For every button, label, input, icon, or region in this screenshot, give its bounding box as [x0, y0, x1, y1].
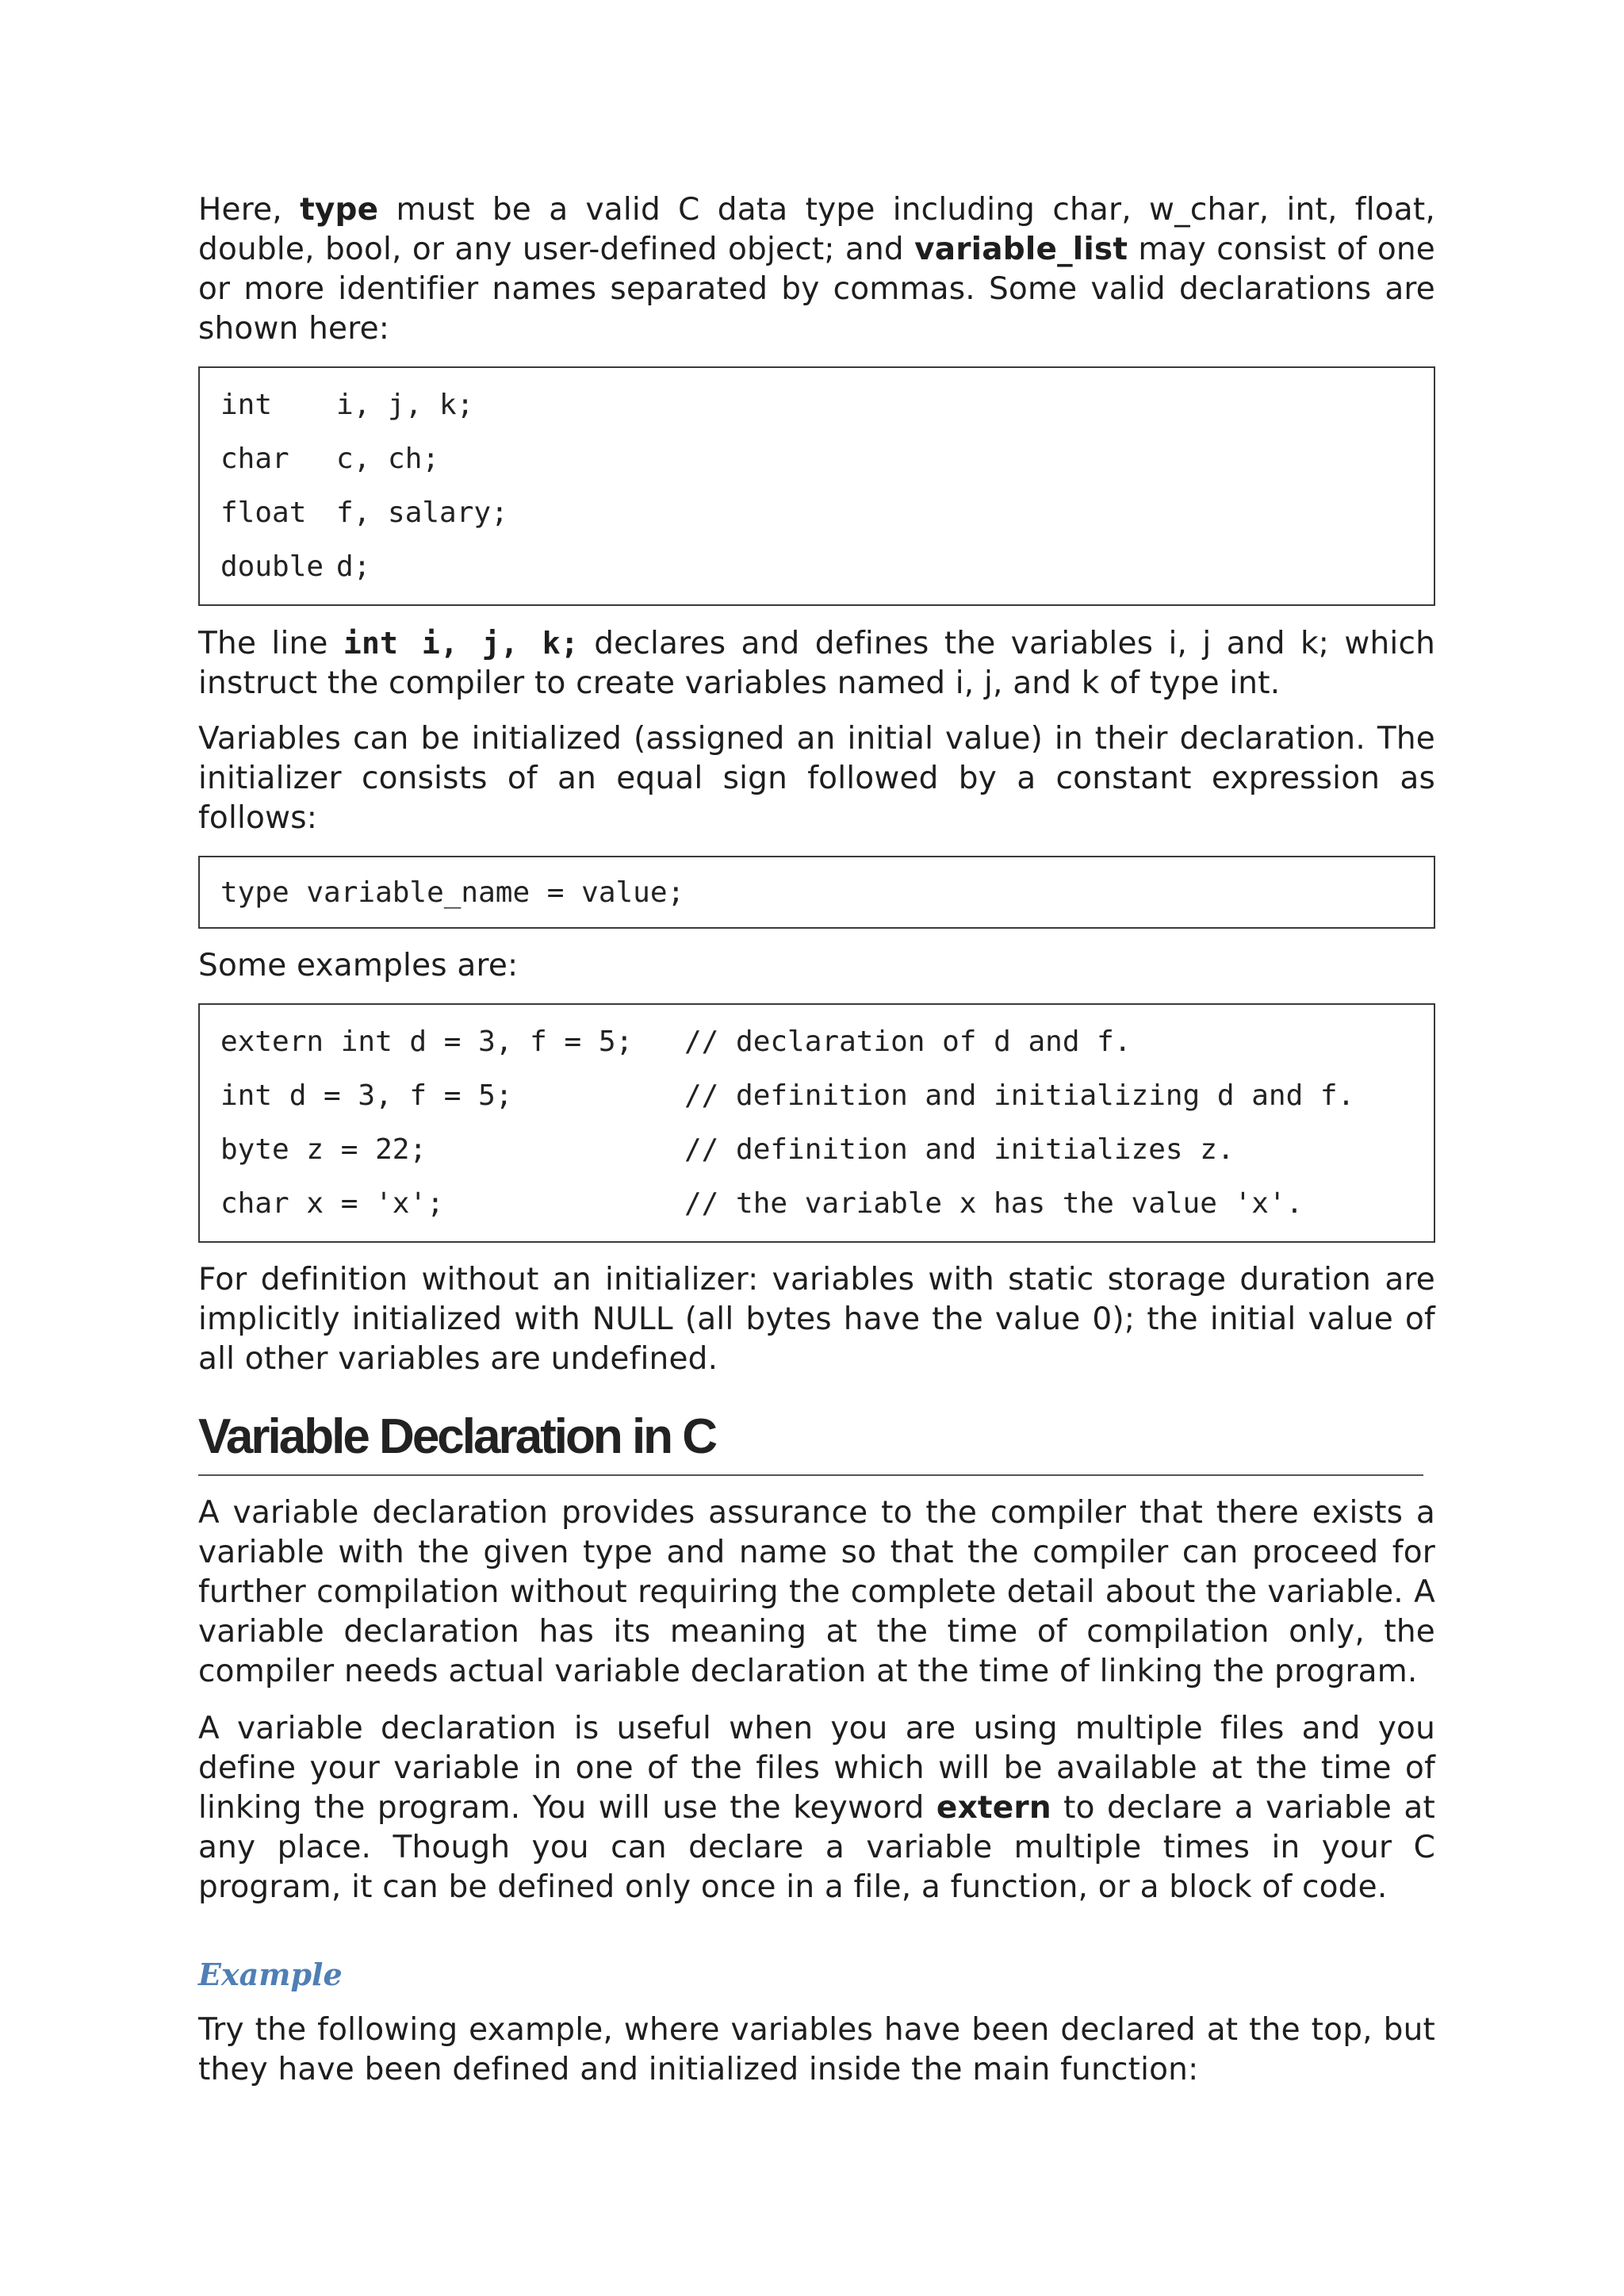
code-statement: extern int d = 3, f = 5;	[220, 1025, 634, 1058]
intro-text-1: Here,	[198, 192, 301, 228]
examples-code-block	[198, 1003, 1435, 1243]
code-line	[220, 1014, 1413, 1068]
declaration-paragraph-2	[198, 1709, 1435, 1907]
code-line	[220, 1176, 1413, 1230]
intro-paragraph	[198, 190, 1435, 349]
line-text-1: The line	[198, 626, 343, 661]
code-comment: // definition and initializing d and f.	[684, 1079, 1355, 1112]
document-page	[198, 190, 1435, 2107]
decl-text-1: A variable declaration is useful when you are using multiple files and you define your variable in one of the files which will be available at the time of linking the program. You will use the keyword	[198, 1711, 1435, 1826]
intro-text-2: must be a valid C data type including char, w_char, int, float, double, bool, or any user-defined object; and	[198, 192, 1435, 267]
code-vars: c, ch;	[336, 442, 440, 475]
declaration-paragraph-1: A variable declaration provides assurance to the compiler that there exists a variable with the given type and name so that the compiler can proceed for further compilation without requiring the complete detail about the variable. A variable declaration has its meaning at the time of compilation only, the compiler needs actual variable declaration at the time of linking the program.	[198, 1495, 1435, 1689]
code-line	[220, 1122, 1413, 1176]
code-line	[220, 378, 1413, 431]
examples-label: Some examples are:	[198, 948, 519, 983]
line-explanation-paragraph	[198, 623, 1435, 703]
code-statement: char x = 'x';	[220, 1186, 444, 1220]
code-line	[220, 539, 1413, 593]
line-bold-code: int i, j, k;	[343, 626, 579, 661]
intro-bold-type: type	[300, 192, 379, 228]
code-line	[220, 1068, 1413, 1122]
code-type: int	[220, 388, 273, 421]
code-vars: i, j, k;	[336, 388, 474, 421]
init-syntax-code: type variable_name = value;	[220, 876, 685, 909]
no-initializer-paragraph: For definition without an initializer: variables with static storage duration are implicitly initialized with NULL (all bytes have the value 0); the initial value of all other variables are undefined.	[198, 1262, 1435, 1377]
code-statement: byte z = 22;	[220, 1133, 427, 1166]
code-type: char	[220, 442, 289, 475]
decl-text-2: to declare a variable at any place. Though you can declare a variable multiple times in your C program, it can be defined only once in a file, a function, or a block of code.	[198, 1790, 1435, 1905]
line-text-2: declares and defines the variables i, j and k; which instruct the compiler to create variables named i, j, and k of type int.	[198, 626, 1436, 701]
intro-text-3: may consist of one or more identifier names separated by commas. Some valid declarations are shown here:	[198, 232, 1435, 347]
code-comment: // definition and initializes z.	[684, 1133, 1235, 1166]
code-line	[220, 485, 1413, 539]
intro-bold-variable-list: variable_list	[914, 232, 1128, 267]
example-paragraph: Try the following example, where variables have been declared at the top, but they have been defined and initialized inside the main function:	[198, 2012, 1435, 2087]
example-heading: Example	[198, 1957, 343, 1992]
code-type: float	[220, 496, 307, 529]
code-line	[220, 431, 1413, 485]
initialization-paragraph: Variables can be initialized (assigned an initial value) in their declaration. The initializer consists of an equal sign followed by a constant expression as follows:	[198, 721, 1435, 836]
code-comment: // the variable x has the value 'x'.	[684, 1186, 1304, 1220]
code-vars: f, salary;	[336, 496, 508, 529]
code-vars: d;	[336, 550, 371, 583]
code-type: double	[220, 550, 324, 583]
decl-bold-extern: extern	[936, 1790, 1051, 1826]
init-syntax-code-block	[198, 856, 1435, 929]
section-title: Variable Declaration in C	[198, 1408, 1423, 1476]
code-comment: // declaration of d and f.	[684, 1025, 1132, 1058]
declaration-code-block	[198, 366, 1435, 606]
code-statement: int d = 3, f = 5;	[220, 1079, 513, 1112]
